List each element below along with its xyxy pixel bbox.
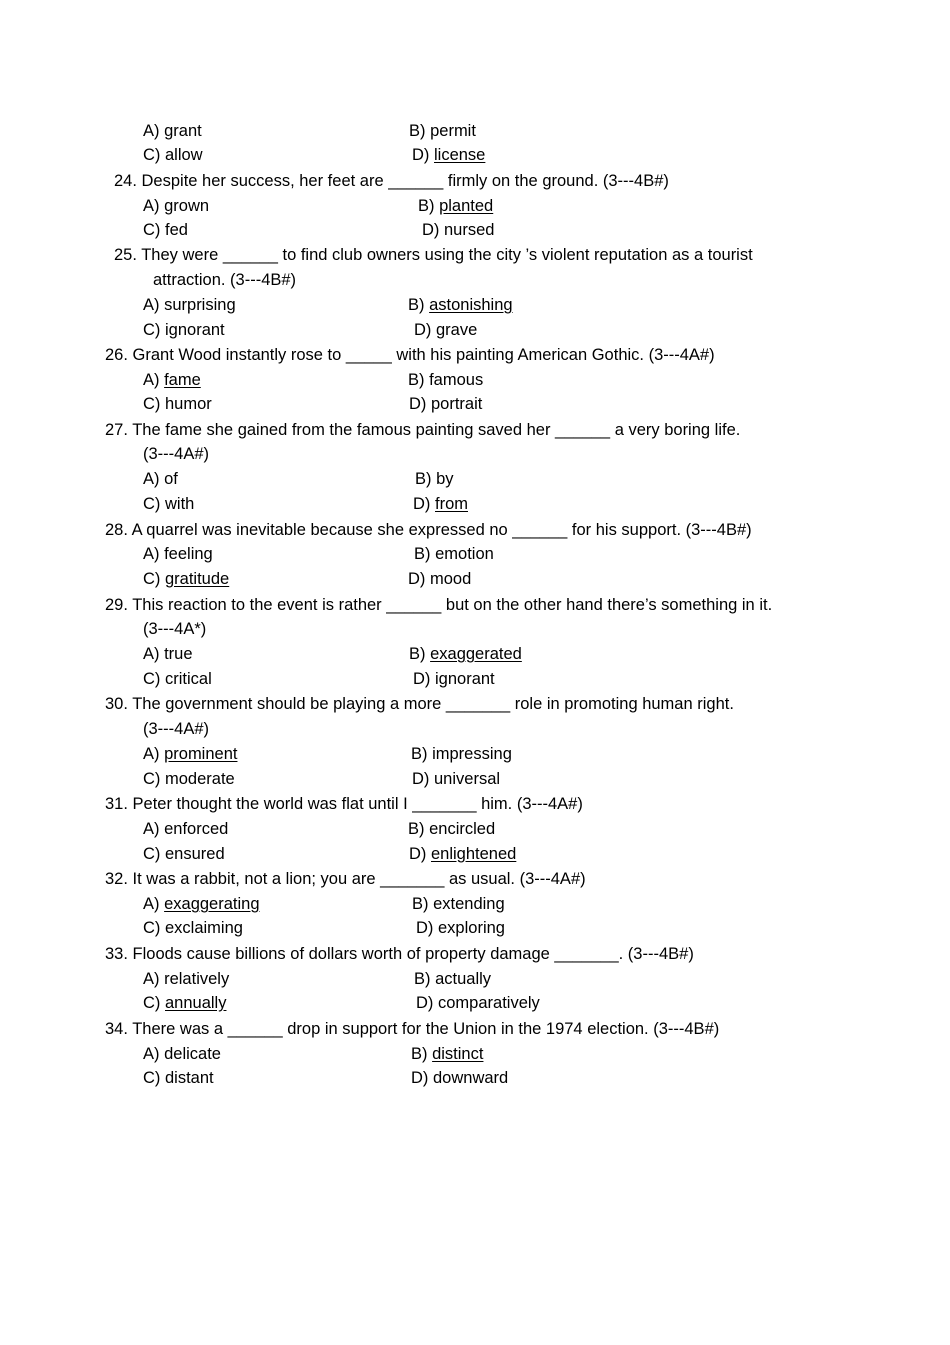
option-b: B) by: [415, 470, 454, 488]
option-c: C) exclaiming: [143, 919, 243, 937]
answer-underline: prominent: [164, 745, 238, 763]
answer-underline: enlightened: [431, 845, 517, 863]
option-a: A) grown: [143, 197, 210, 215]
option-c: C) moderate: [143, 770, 235, 788]
option-d: D) enlightened: [409, 845, 517, 863]
question-34: 34. There was a ______ drop in support for the Union in the 1974 election. (3---4B#): [105, 1020, 720, 1038]
option-c: C) annually: [143, 994, 227, 1012]
option-d: D) portrait: [409, 395, 483, 413]
option-a: A) enforced: [143, 820, 229, 838]
option-b: B) permit: [409, 122, 476, 140]
option-c: C) ignorant: [143, 321, 225, 339]
option-c: C) fed: [143, 221, 188, 239]
option-b: B) impressing: [411, 745, 512, 763]
option-a: A) surprising: [143, 296, 236, 314]
option-a: A) feeling: [143, 545, 213, 563]
answer-underline: distinct: [432, 1045, 484, 1063]
question-32: 32. It was a rabbit, not a lion; you are _______ as usual. (3---4A#): [105, 870, 586, 888]
option-d: D) from: [413, 495, 468, 513]
question-25-continued: attraction. (3---4B#): [153, 271, 297, 289]
answer-underline: exaggerating: [164, 895, 260, 913]
option-a: A) exaggerating: [143, 895, 260, 913]
option-c: C) gratitude: [143, 570, 230, 588]
option-b: B) astonishing: [408, 296, 513, 314]
option-a: A) fame: [143, 371, 201, 389]
option-b: B) distinct: [411, 1045, 484, 1063]
option-c: C) distant: [143, 1069, 214, 1087]
answer-underline: license: [434, 146, 486, 164]
answer-underline: planted: [439, 197, 494, 215]
answer-underline: fame: [164, 371, 201, 389]
question-27: 27. The fame she gained from the famous painting saved her ______ a very boring life.: [105, 421, 741, 439]
option-a: A) delicate: [143, 1045, 221, 1063]
option-c: C) humor: [143, 395, 212, 413]
answer-underline: astonishing: [429, 296, 513, 314]
option-c: C) with: [143, 495, 195, 513]
answer-underline: exaggerated: [430, 645, 522, 663]
option-d: D) license: [412, 146, 486, 164]
option-b: B) encircled: [408, 820, 496, 838]
option-c: C) allow: [143, 146, 203, 164]
question-30-continued: (3---4A#): [143, 720, 210, 738]
option-b: B) famous: [408, 371, 484, 389]
option-d: D) grave: [414, 321, 478, 339]
option-d: D) mood: [408, 570, 472, 588]
question-30: 30. The government should be playing a more _______ role in promoting human right.: [105, 695, 734, 713]
question-26: 26. Grant Wood instantly rose to _____ with his painting American Gothic. (3---4A#): [105, 346, 715, 364]
question-29-continued: (3---4A*): [143, 620, 207, 638]
option-d: D) ignorant: [413, 670, 495, 688]
question-25: 25. They were ______ to find club owners using the city ’s violent reputation as a tourist: [114, 246, 753, 264]
option-b: B) emotion: [414, 545, 494, 563]
question-24: 24. Despite her success, her feet are ______ firmly on the ground. (3---4B#): [114, 172, 669, 190]
question-33: 33. Floods cause billions of dollars worth of property damage _______. (3---4B#): [105, 945, 694, 963]
option-a: A) relatively: [143, 970, 230, 988]
option-a: A) grant: [143, 122, 202, 140]
option-a: A) true: [143, 645, 193, 663]
option-a: A) prominent: [143, 745, 238, 763]
option-d: D) exploring: [416, 919, 505, 937]
option-d: D) universal: [412, 770, 501, 788]
option-b: B) extending: [412, 895, 505, 913]
option-c: C) ensured: [143, 845, 225, 863]
option-c: C) critical: [143, 670, 212, 688]
question-28: 28. A quarrel was inevitable because she expressed no ______ for his support. (3---4B#): [105, 521, 752, 539]
option-d: D) nursed: [422, 221, 495, 239]
question-31: 31. Peter thought the world was flat until I _______ him. (3---4A#): [105, 795, 583, 813]
answer-underline: gratitude: [165, 570, 230, 588]
question-29: 29. This reaction to the event is rather ______ but on the other hand there’s something in it.: [105, 596, 773, 614]
option-b: B) planted: [418, 197, 494, 215]
option-b: B) actually: [414, 970, 492, 988]
option-d: D) downward: [411, 1069, 509, 1087]
option-d: D) comparatively: [416, 994, 540, 1012]
option-a: A) of: [143, 470, 178, 488]
option-b: B) exaggerated: [409, 645, 522, 663]
answer-underline: annually: [165, 994, 227, 1012]
answer-underline: from: [435, 495, 468, 513]
question-27-continued: (3---4A#): [143, 445, 210, 463]
